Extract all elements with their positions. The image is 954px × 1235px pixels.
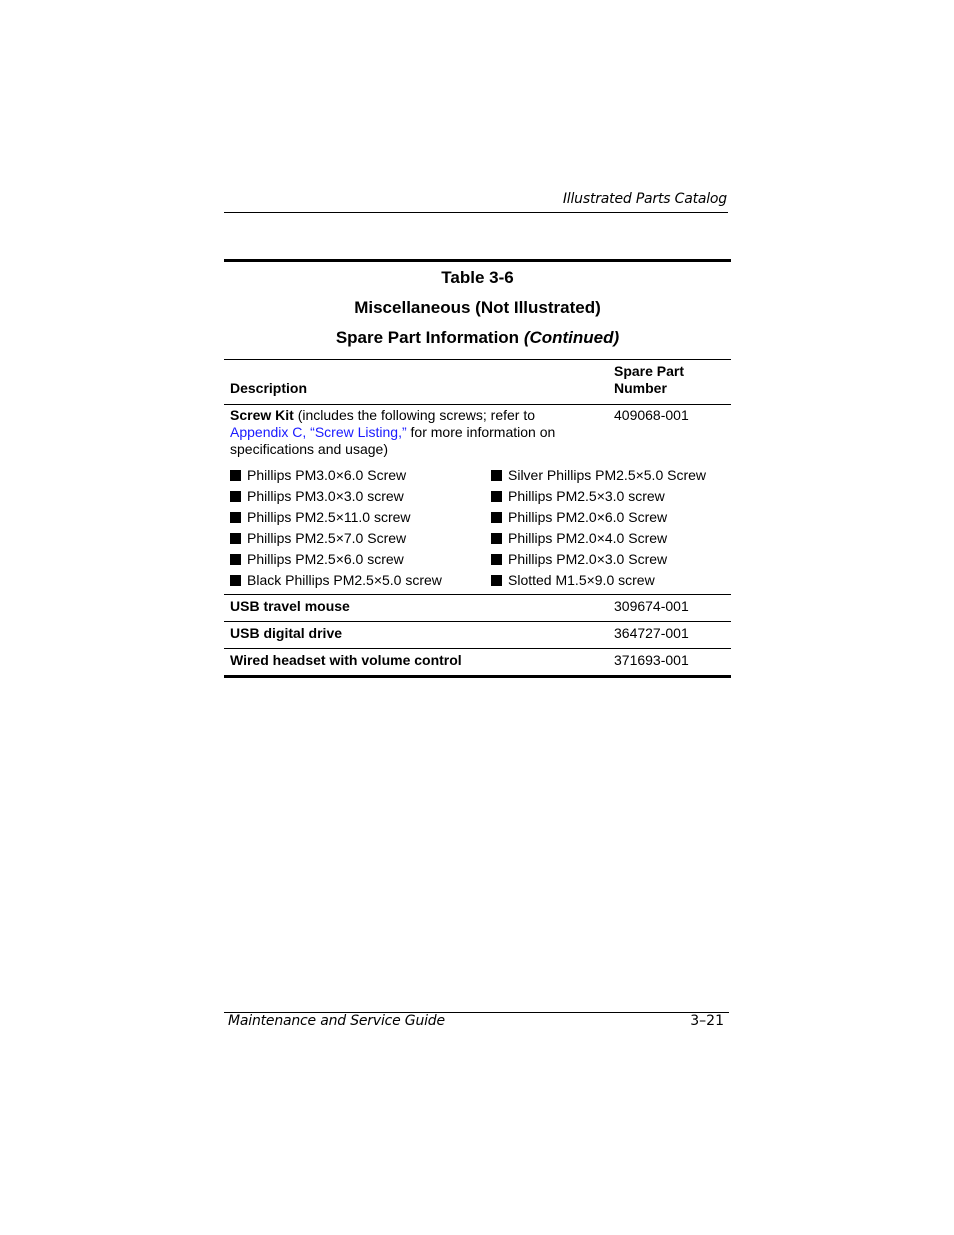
screw-name: Black Phillips PM2.5×5.0 screw xyxy=(247,572,442,588)
part-description: USB travel mouse xyxy=(230,598,350,614)
list-item xyxy=(491,549,706,570)
part-number: 309674-001 xyxy=(614,598,689,614)
description-column-header: Description xyxy=(230,380,308,396)
square-bullet-icon xyxy=(230,470,241,481)
screw-name: Phillips PM2.5×6.0 screw xyxy=(247,551,404,567)
part-number-header-line2: Number xyxy=(614,380,667,396)
screw-kit-row xyxy=(224,405,731,595)
screw-listing-link[interactable]: Appendix C, “Screw Listing,” xyxy=(230,424,407,440)
screw-name: Phillips PM2.0×3.0 Screw xyxy=(508,551,668,567)
list-item xyxy=(491,528,706,549)
square-bullet-icon xyxy=(491,575,502,586)
screw-name: Phillips PM3.0×3.0 screw xyxy=(247,488,404,504)
list-item xyxy=(491,465,706,486)
footer-guide-title: Maintenance and Service Guide xyxy=(228,1013,445,1029)
part-number-column-header xyxy=(614,363,684,397)
screw-name: Phillips PM2.5×7.0 Screw xyxy=(247,530,407,546)
table-row xyxy=(224,649,731,675)
table-number: Table 3-6 xyxy=(441,268,514,287)
page-number: 3–21 xyxy=(690,1013,724,1029)
screw-name: Phillips PM2.0×6.0 Screw xyxy=(508,509,668,525)
list-item xyxy=(230,507,442,528)
screw-name: Phillips PM2.5×11.0 screw xyxy=(247,509,411,525)
part-number: 364727-001 xyxy=(614,625,689,641)
list-item xyxy=(491,570,706,591)
list-item xyxy=(230,549,442,570)
square-bullet-icon xyxy=(491,470,502,481)
table-row xyxy=(224,595,731,622)
part-description: USB digital drive xyxy=(230,625,343,641)
caption-rule xyxy=(224,259,731,262)
square-bullet-icon xyxy=(230,575,241,586)
screw-kit-description xyxy=(230,407,570,458)
part-number-header-line1: Spare Part xyxy=(614,363,685,379)
list-item xyxy=(230,570,442,591)
screw-name: Silver Phillips PM2.5×5.0 Screw xyxy=(508,467,707,483)
part-description: Wired headset with volume control xyxy=(230,652,462,668)
list-item xyxy=(491,486,706,507)
screw-kit-name: Screw Kit xyxy=(230,407,294,423)
part-number: 371693-001 xyxy=(614,652,689,668)
square-bullet-icon xyxy=(491,554,502,565)
screw-list-right xyxy=(491,465,706,591)
screw-list-left xyxy=(230,465,442,591)
table-title-text: Spare Part Information xyxy=(335,328,520,347)
screw-name: Phillips PM2.5×3.0 screw xyxy=(508,488,665,504)
screw-name: Slotted M1.5×9.0 screw xyxy=(508,572,655,588)
screw-name: Phillips PM3.0×6.0 Screw xyxy=(247,467,407,483)
table-header-row xyxy=(224,360,731,405)
running-header-title: Illustrated Parts Catalog xyxy=(562,191,727,207)
list-item xyxy=(230,486,442,507)
screw-name: Phillips PM2.0×4.0 Screw xyxy=(508,530,668,546)
list-item xyxy=(230,465,442,486)
table-title xyxy=(224,328,731,348)
table-subtitle: Miscellaneous (Not Illustrated) xyxy=(354,298,601,317)
table-row xyxy=(224,622,731,649)
list-item xyxy=(491,507,706,528)
square-bullet-icon xyxy=(230,512,241,523)
screw-kit-part-number: 409068-001 xyxy=(614,407,689,423)
screw-kit-text-after: for more information on specifications and usage) xyxy=(230,424,556,457)
square-bullet-icon xyxy=(491,533,502,544)
square-bullet-icon xyxy=(230,491,241,502)
spare-parts-table xyxy=(224,359,731,678)
header-rule xyxy=(224,212,728,213)
screw-kit-text-before: (includes the following screws; refer to xyxy=(293,407,536,423)
square-bullet-icon xyxy=(491,512,502,523)
table-continued-label: (Continued) xyxy=(523,328,620,347)
square-bullet-icon xyxy=(230,554,241,565)
square-bullet-icon xyxy=(230,533,241,544)
square-bullet-icon xyxy=(491,491,502,502)
list-item xyxy=(230,528,442,549)
